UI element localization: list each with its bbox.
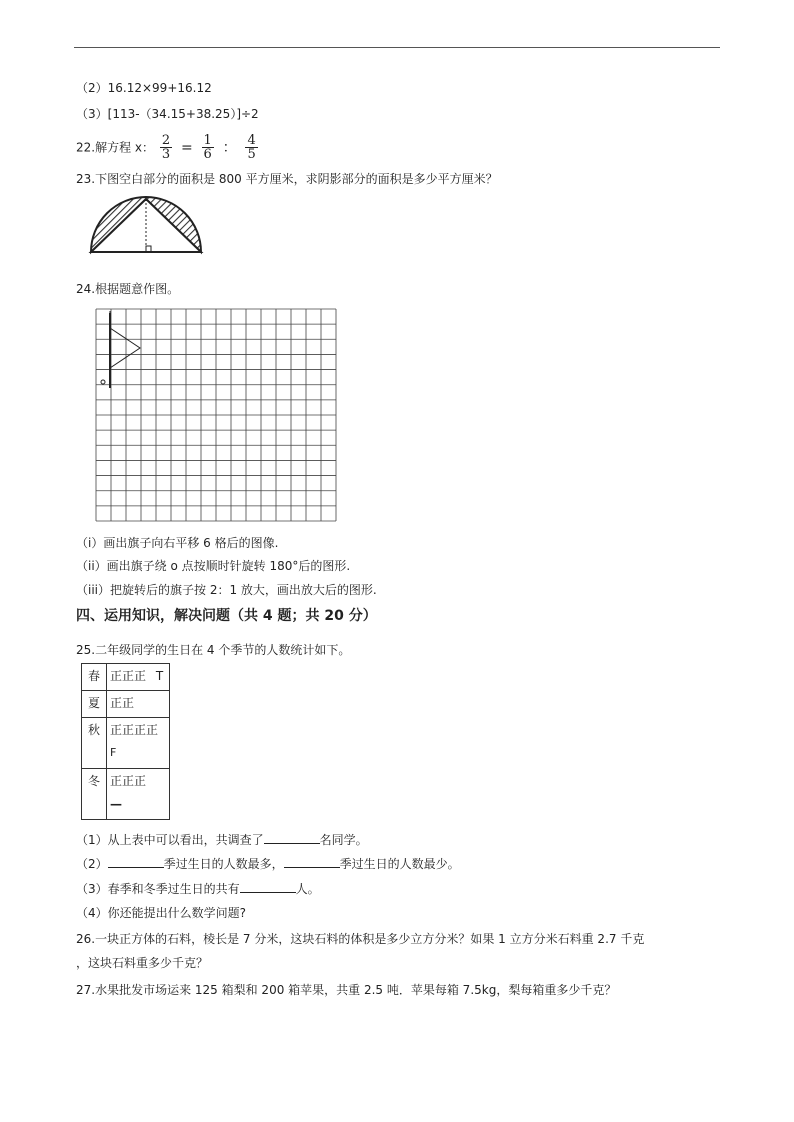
q25-part-3 (76, 880, 320, 897)
ratio-colon: ： (222, 139, 237, 156)
q24-text: 24.根据题意作图。 (76, 282, 180, 296)
q22-equation (76, 132, 260, 163)
q25-part-3-text: （3）春季和冬季过生日的共有 (76, 882, 240, 896)
semicircle-figure (86, 196, 206, 258)
answer-blank[interactable] (264, 831, 320, 844)
tally-table (81, 663, 170, 820)
fraction-numerator: 2 (161, 133, 171, 148)
tally-marks: 正正正 (110, 669, 147, 683)
q21-part-2: （2）16.12×99+16.12 (76, 81, 212, 95)
q26-text-line1: 26.一块正方体的石料，棱长是 7 分米，这块石料的体积是多少立方分米？如果 1 立方分米石料重 2.7 千克 (76, 932, 645, 946)
table-row (82, 769, 170, 820)
q25-part-1-text-end: 名同学。 (319, 833, 368, 847)
tally-marks: 正正正正 (110, 723, 159, 737)
answer-blank[interactable] (108, 855, 164, 868)
fraction-rhs (245, 134, 257, 161)
tally-cell (107, 769, 170, 820)
tally-extra: T (155, 669, 164, 683)
q25-part-4: （4）你还能提出什么数学问题? (76, 906, 247, 920)
fraction-denominator: 6 (203, 147, 212, 162)
season-cell: 夏 (82, 691, 107, 718)
q21-part-3: （3）[113-（34.15+38.25）]÷2 (76, 107, 259, 121)
q25-part-1 (76, 831, 368, 848)
tally-cell (107, 691, 170, 718)
fraction-mid (202, 134, 214, 161)
q25-part-1-text: （1）从上表中可以看出，共调查了 (76, 833, 264, 847)
equals-sign: = (180, 139, 193, 156)
q25-part-2-text-mid: 季过生日的人数最多， (163, 857, 284, 871)
grid-lines (96, 309, 336, 521)
point-o (101, 380, 105, 384)
tally-extra: F (110, 746, 117, 759)
q22-label: 22.解方程 x： (76, 140, 155, 155)
fraction-lhs (160, 134, 172, 161)
flag-triangle (110, 328, 140, 368)
table-row (82, 664, 170, 691)
tally-cell (107, 718, 170, 769)
q27-text: 27.水果批发市场运来 125 箱梨和 200 箱苹果，共重 2.5 吨．苹果每箱 7.5kg，梨每箱重多少千克？ (76, 983, 617, 997)
q24-part-i: （i）画出旗子向右平移 6 格后的图像. (76, 536, 279, 550)
tally-marks: 正正 (110, 696, 135, 710)
tally-extra: — (110, 797, 122, 811)
q25-part-2-text: （2） (76, 857, 108, 871)
q25-part-2 (76, 855, 460, 872)
season-cell: 春 (82, 664, 107, 691)
season-cell: 秋 (82, 718, 107, 769)
answer-blank[interactable] (240, 880, 296, 893)
grid-figure (95, 308, 337, 522)
table-row (82, 718, 170, 769)
fraction-numerator: 1 (203, 133, 212, 148)
answer-blank[interactable] (284, 855, 340, 868)
fraction-numerator: 4 (247, 133, 256, 148)
header-rule (74, 47, 720, 48)
q26-text-line2: ，这块石料重多少千克？ (76, 956, 209, 970)
q25-text: 25.二年级同学的生日在 4 个季节的人数统计如下。 (76, 643, 351, 657)
table-row (82, 691, 170, 718)
q25-part-3-text-end: 人。 (295, 882, 320, 896)
season-cell: 冬 (82, 769, 107, 820)
fraction-denominator: 5 (247, 147, 256, 162)
q25-part-2-text-end: 季过生日的人数最少。 (339, 857, 460, 871)
q24-part-ii: （ii）画出旗子绕 o 点按顺时针旋转 180°后的图形. (76, 559, 351, 573)
tally-marks: 正正正 (110, 774, 147, 788)
q23-text: 23.下图空白部分的面积是 800 平方厘米，求阴影部分的面积是多少平方厘米？ (76, 172, 498, 186)
tally-cell (107, 664, 170, 691)
fraction-denominator: 3 (161, 147, 171, 162)
q24-part-iii: （iii）把旋转后的旗子按 2：1 放大，画出放大后的图形. (76, 583, 377, 597)
section-heading: 四、运用知识，解决问题（共 4 题；共 20 分） (76, 608, 377, 624)
